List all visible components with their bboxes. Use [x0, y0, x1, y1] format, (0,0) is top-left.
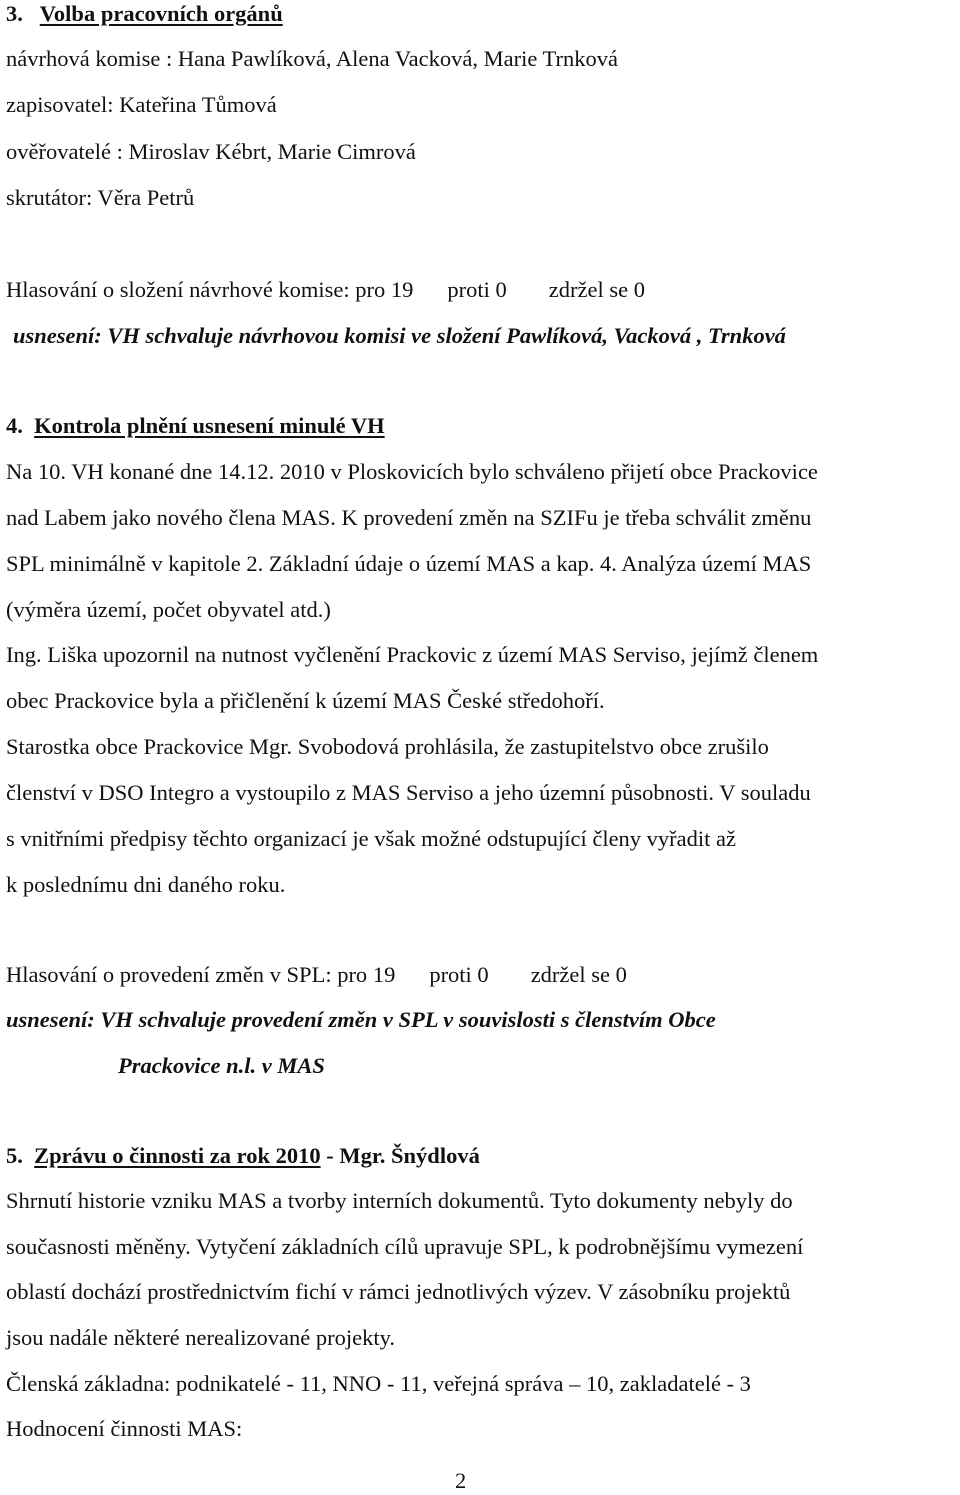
- text-line: Členská základna: podnikatelé - 11, NNO - 11, veřejná správa – 10, zakladatelé - 3: [6, 1371, 751, 1396]
- text-line: nad Labem jako nového člena MAS. K provedení změn na SZIFu je třeba schválit změnu: [6, 505, 812, 530]
- section-number: 5.: [6, 1143, 23, 1168]
- section-5-heading: [6, 1142, 480, 1170]
- text-line: návrhová komise : Hana Pawlíková, Alena Vacková, Marie Trnková: [6, 46, 618, 71]
- text-line: členství v DSO Integro a vystoupilo z MAS Serviso a jeho územní působnosti. V souladu: [6, 780, 811, 805]
- vote-pro: 19: [372, 962, 396, 987]
- vote-label: Hlasování o provedení změn v SPL: pro: [6, 962, 368, 987]
- text-line: Na 10. VH konané dne 14.12. 2010 v Ploskovicích bylo schváleno přijetí obce Prackovice: [6, 459, 818, 484]
- section-title: Zprávu o činnosti za rok 2010: [34, 1143, 321, 1168]
- vote-pro: 19: [390, 277, 414, 302]
- text-line: současnosti měněny. Vytyčení základních cílů upravuje SPL, k podrobnějšímu vymezení: [6, 1234, 804, 1259]
- text-line: zapisovatel: Kateřina Tůmová: [6, 92, 277, 117]
- text-line: jsou nadále některé nerealizované projekty.: [6, 1325, 395, 1350]
- text-line: s vnitřními předpisy těchto organizací je však možné odstupující členy vyřadit až: [6, 826, 737, 851]
- vote-zdrzel: zdržel se 0: [548, 277, 645, 302]
- vote-line: [6, 961, 627, 989]
- text-line: k poslednímu dni daného roku.: [6, 872, 286, 897]
- vote-line: [6, 276, 645, 304]
- section-3-heading: [6, 0, 283, 28]
- text-line: Hodnocení činnosti MAS:: [6, 1416, 243, 1441]
- vote-label: Hlasování o složení návrhové komise: pro: [6, 277, 386, 302]
- section-number: 3.: [6, 1, 23, 26]
- text-line: Starostka obce Prackovice Mgr. Svobodová prohlásila, že zastupitelstvo obce zrušilo: [6, 734, 769, 759]
- vote-proti: proti 0: [429, 962, 489, 987]
- text-line: ověřovatelé : Miroslav Kébrt, Marie Cimrová: [6, 139, 416, 164]
- section-author: - Mgr. Šnýdlová: [320, 1143, 480, 1168]
- text-line: SPL minimálně v kapitole 2. Základní údaje o území MAS a kap. 4. Analýza území MAS: [6, 551, 812, 576]
- text-line: Ing. Liška upozornil na nutnost vyčlenění Prackovic z území MAS Serviso, jejímž členem: [6, 642, 819, 667]
- text-line: (výměra území, počet obyvatel atd.): [6, 597, 331, 622]
- resolution: usnesení: VH schvaluje návrhovou komisi ve složení Pawlíková, Vacková , Trnková: [13, 323, 786, 348]
- resolution: usnesení: VH schvaluje provedení změn v SPL v souvislosti s členstvím Obce: [6, 1007, 716, 1032]
- resolution-continued: Prackovice n.l. v MAS: [118, 1053, 325, 1078]
- text-line: skrutátor: Věra Petrů: [6, 185, 195, 210]
- section-title: Kontrola plnění usnesení minulé VH: [34, 413, 385, 438]
- section-4-heading: [6, 412, 385, 440]
- section-number: 4.: [6, 413, 23, 438]
- page-number: 2: [455, 1468, 467, 1493]
- vote-zdrzel: zdržel se 0: [530, 962, 627, 987]
- text-line: oblastí dochází prostřednictvím fichí v rámci jednotlivých výzev. V zásobníku projektů: [6, 1279, 791, 1304]
- text-line: Shrnutí historie vzniku MAS a tvorby interních dokumentů. Tyto dokumenty nebyly do: [6, 1188, 793, 1213]
- vote-proti: proti 0: [447, 277, 507, 302]
- section-title: Volba pracovních orgánů: [39, 1, 283, 26]
- text-line: obec Prackovice byla a přičlenění k území MAS České středohoří.: [6, 688, 605, 713]
